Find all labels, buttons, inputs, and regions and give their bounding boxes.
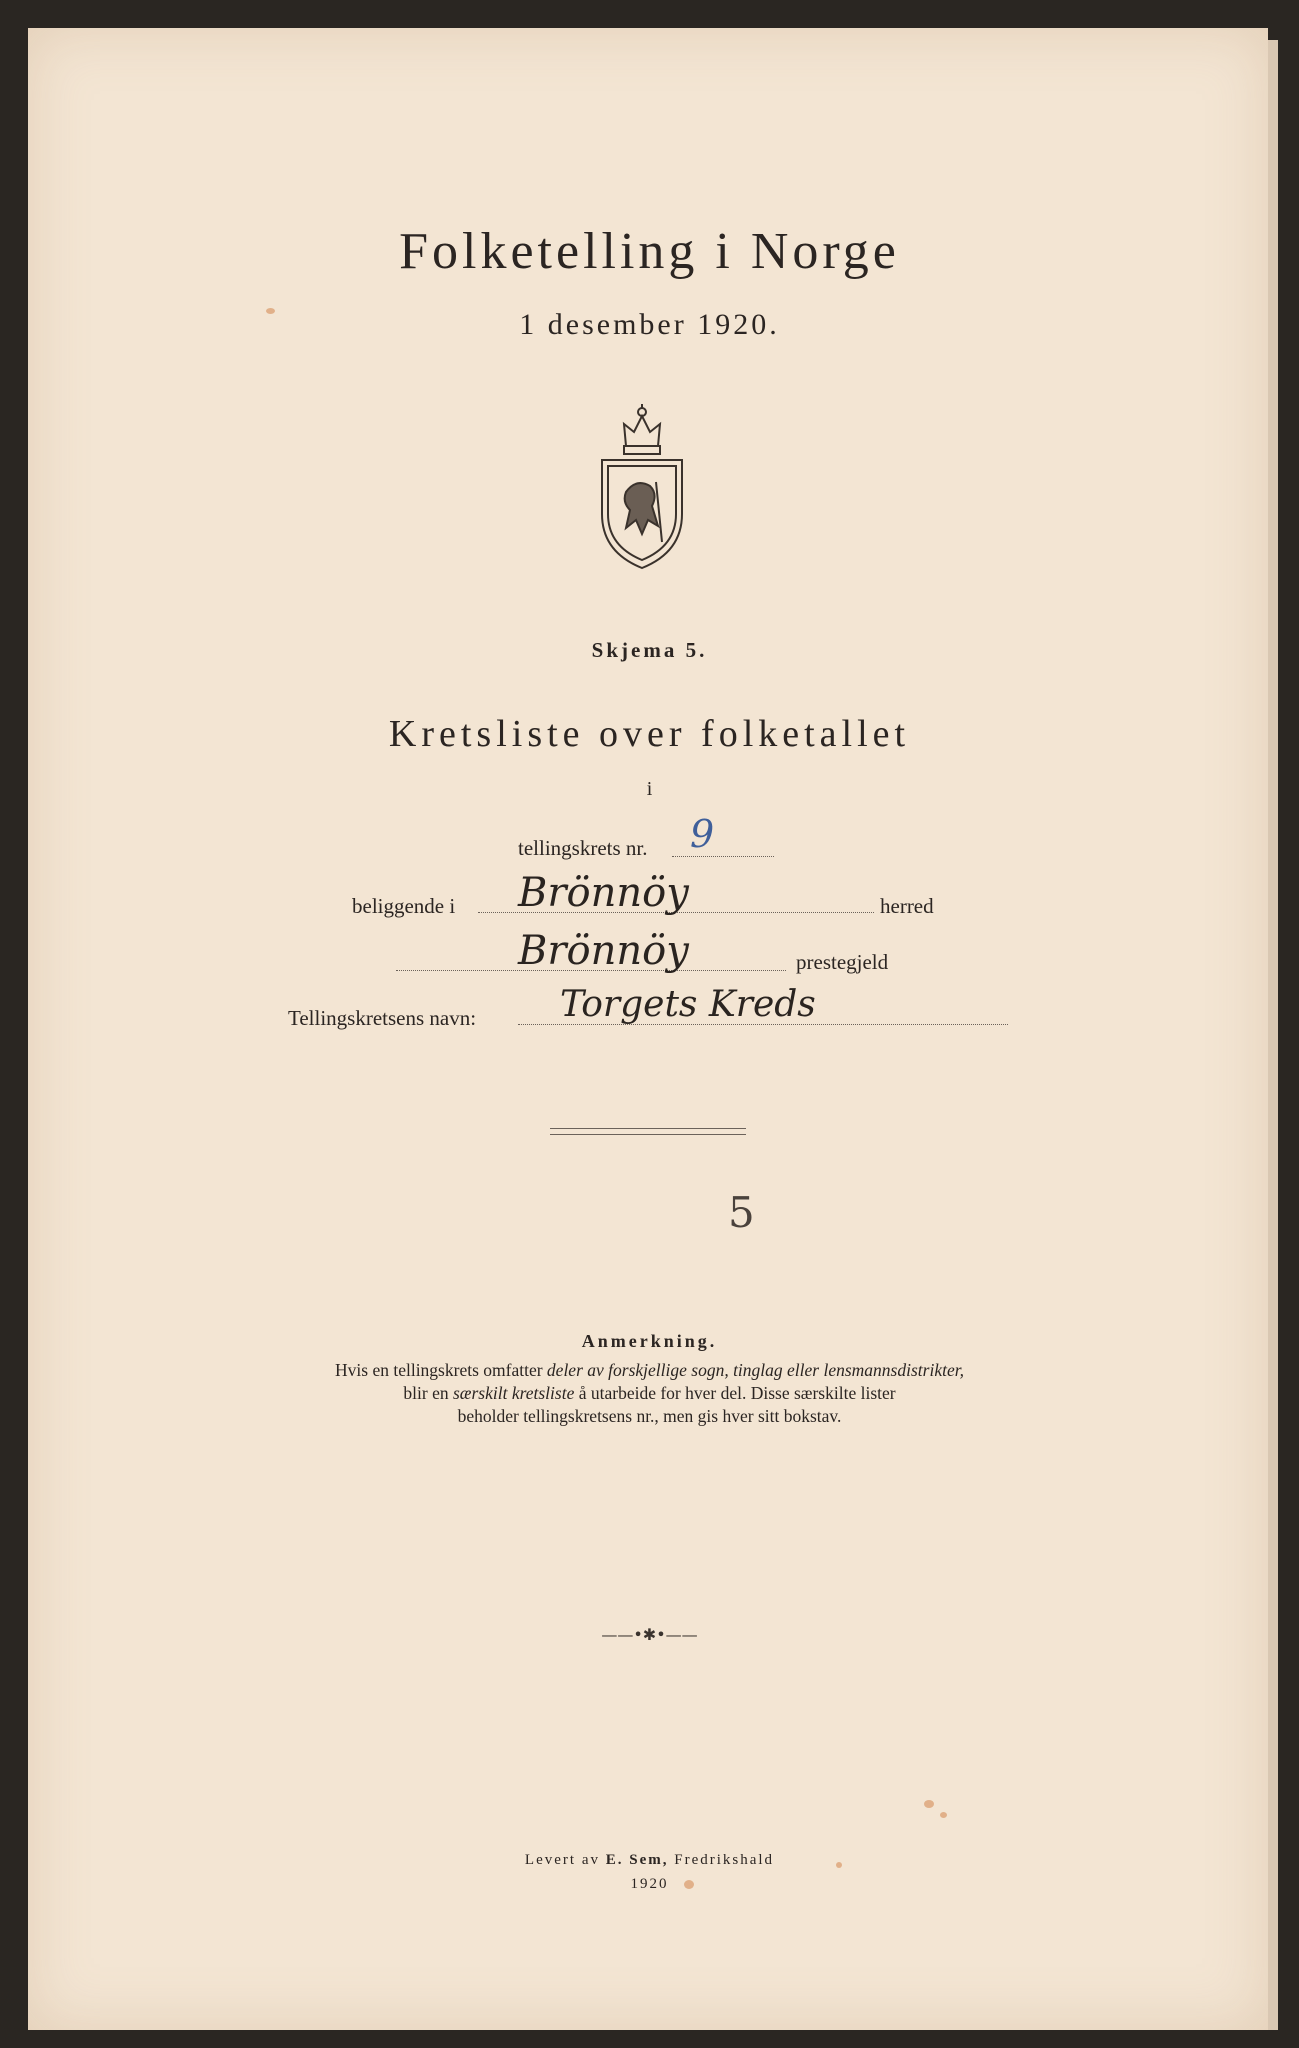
herred-value: Brönnöy <box>518 870 689 916</box>
paper-stain <box>924 1800 934 1808</box>
tellingskrets-value: 9 <box>690 812 715 856</box>
beliggende-label: beliggende i <box>352 894 456 918</box>
census-date: 1 desember 1920. <box>519 308 780 341</box>
paper-stain <box>684 1880 694 1889</box>
printer-prefix: Levert av <box>524 1852 606 1868</box>
printer-city: Fredrikshald <box>668 1852 775 1868</box>
note-line-1 <box>0 1359 1299 1381</box>
paper-stain <box>266 308 275 314</box>
prestegjeld-value: Brönnöy <box>518 928 689 974</box>
note-heading: Anmerkning. <box>581 1331 718 1351</box>
note-line-2-italic: særskilt kretsliste <box>452 1383 575 1403</box>
note-line-2-plain: blir en <box>403 1383 453 1403</box>
printer-year: 1920 <box>630 1876 669 1892</box>
page-title: Folketelling i Norge <box>399 223 900 280</box>
printer-credit <box>0 1852 1299 1869</box>
prestegjeld-label: prestegjeld <box>796 950 889 974</box>
herred-label: herred <box>880 894 934 918</box>
paper-stain <box>836 1862 842 1868</box>
paper-stain <box>940 1812 947 1818</box>
note-line-2 <box>0 1382 1299 1404</box>
note-line-3: beholder tellingskretsens nr., men gis hver sitt bokstav. <box>457 1406 842 1426</box>
printer-name: E. Sem, <box>605 1852 669 1868</box>
divider-rule <box>550 1128 746 1135</box>
note-line-2-rest: å utarbeide for hver del. Disse særskilte lister <box>574 1383 896 1403</box>
note-line-1-plain: Hvis en tellingskrets omfatter <box>335 1360 547 1380</box>
margin-mark: 5 <box>728 1188 755 1237</box>
ornament-divider: ——•✱•—— <box>601 1625 698 1644</box>
norwegian-coat-of-arms-icon <box>596 402 688 570</box>
note-line-1-italic: deler av forskjellige sogn, tinglag eller lensmannsdistrikter, <box>546 1360 964 1380</box>
navn-value: Torgets Kreds <box>560 984 816 1025</box>
tellingskrets-line <box>672 856 774 857</box>
schema-number: Skjema 5. <box>591 638 708 662</box>
connector-i: i <box>646 778 653 800</box>
list-title: Kretsliste over folketallet <box>388 713 911 755</box>
tellingskrets-label: tellingskrets nr. <box>518 836 648 860</box>
navn-label: Tellingskretsens navn: <box>288 1006 477 1030</box>
